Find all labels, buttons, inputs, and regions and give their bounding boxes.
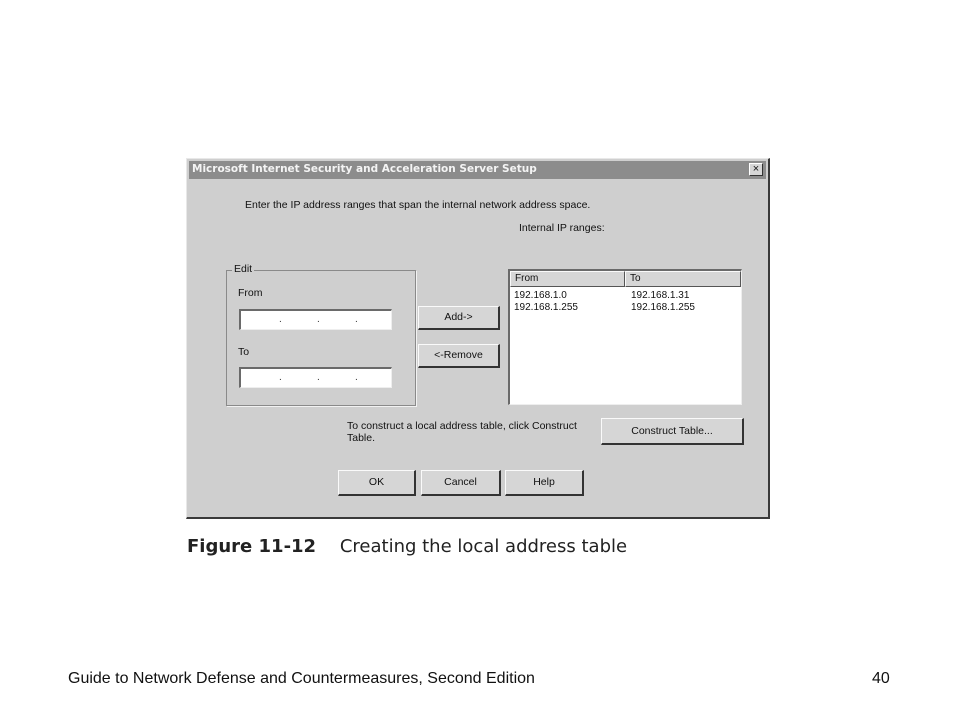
to-label: To: [238, 346, 250, 358]
table-row[interactable]: [510, 290, 741, 302]
edit-groupbox: [226, 263, 416, 406]
ip-ranges-list[interactable]: [508, 269, 742, 405]
to-ip-field[interactable]: [239, 367, 392, 388]
column-header-from[interactable]: From: [510, 271, 625, 287]
add-button[interactable]: Add->: [418, 306, 500, 330]
setup-dialog: [186, 158, 770, 519]
ip-separator: .: [317, 314, 320, 325]
edit-group-legend: Edit: [234, 263, 253, 275]
ip-separator: .: [279, 372, 282, 383]
table-row[interactable]: [510, 302, 741, 314]
ip-separator: .: [317, 372, 320, 383]
close-icon: ×: [752, 163, 760, 175]
page-number: 40: [872, 670, 890, 687]
footer-title: Guide to Network Defense and Countermeasures, Second Edition: [68, 670, 535, 687]
construct-hint-line2: Table.: [347, 432, 376, 444]
construct-table-button[interactable]: Construct Table...: [601, 418, 744, 445]
from-ip-field[interactable]: [239, 309, 392, 330]
row-from-cell: 192.168.1.255: [514, 302, 578, 313]
internal-ranges-label: Internal IP ranges:: [519, 222, 605, 234]
construct-hint-line1: To construct a local address table, click Construct: [347, 420, 577, 432]
cancel-button[interactable]: Cancel: [421, 470, 501, 496]
column-header-to[interactable]: To: [625, 271, 741, 287]
title-bar[interactable]: [189, 161, 766, 179]
ok-button[interactable]: OK: [338, 470, 416, 496]
row-to-cell: 192.168.1.255: [631, 302, 695, 313]
ip-separator: .: [355, 372, 358, 383]
ip-separator: .: [355, 314, 358, 325]
row-from-cell: 192.168.1.0: [514, 290, 567, 301]
figure-number: Figure 11-12: [187, 536, 317, 557]
instruction-text: Enter the IP address ranges that span the internal network address space.: [245, 199, 591, 211]
figure-caption-text: Creating the local address table: [339, 536, 628, 557]
help-button[interactable]: Help: [505, 470, 584, 496]
row-to-cell: 192.168.1.31: [631, 290, 690, 301]
ip-separator: .: [279, 314, 282, 325]
from-label: From: [238, 287, 263, 299]
figure-caption: [187, 536, 627, 557]
remove-button[interactable]: <-Remove: [418, 344, 500, 368]
close-button[interactable]: [749, 163, 763, 176]
dialog-title: Microsoft Internet Security and Acceleration Server Setup: [192, 163, 537, 175]
